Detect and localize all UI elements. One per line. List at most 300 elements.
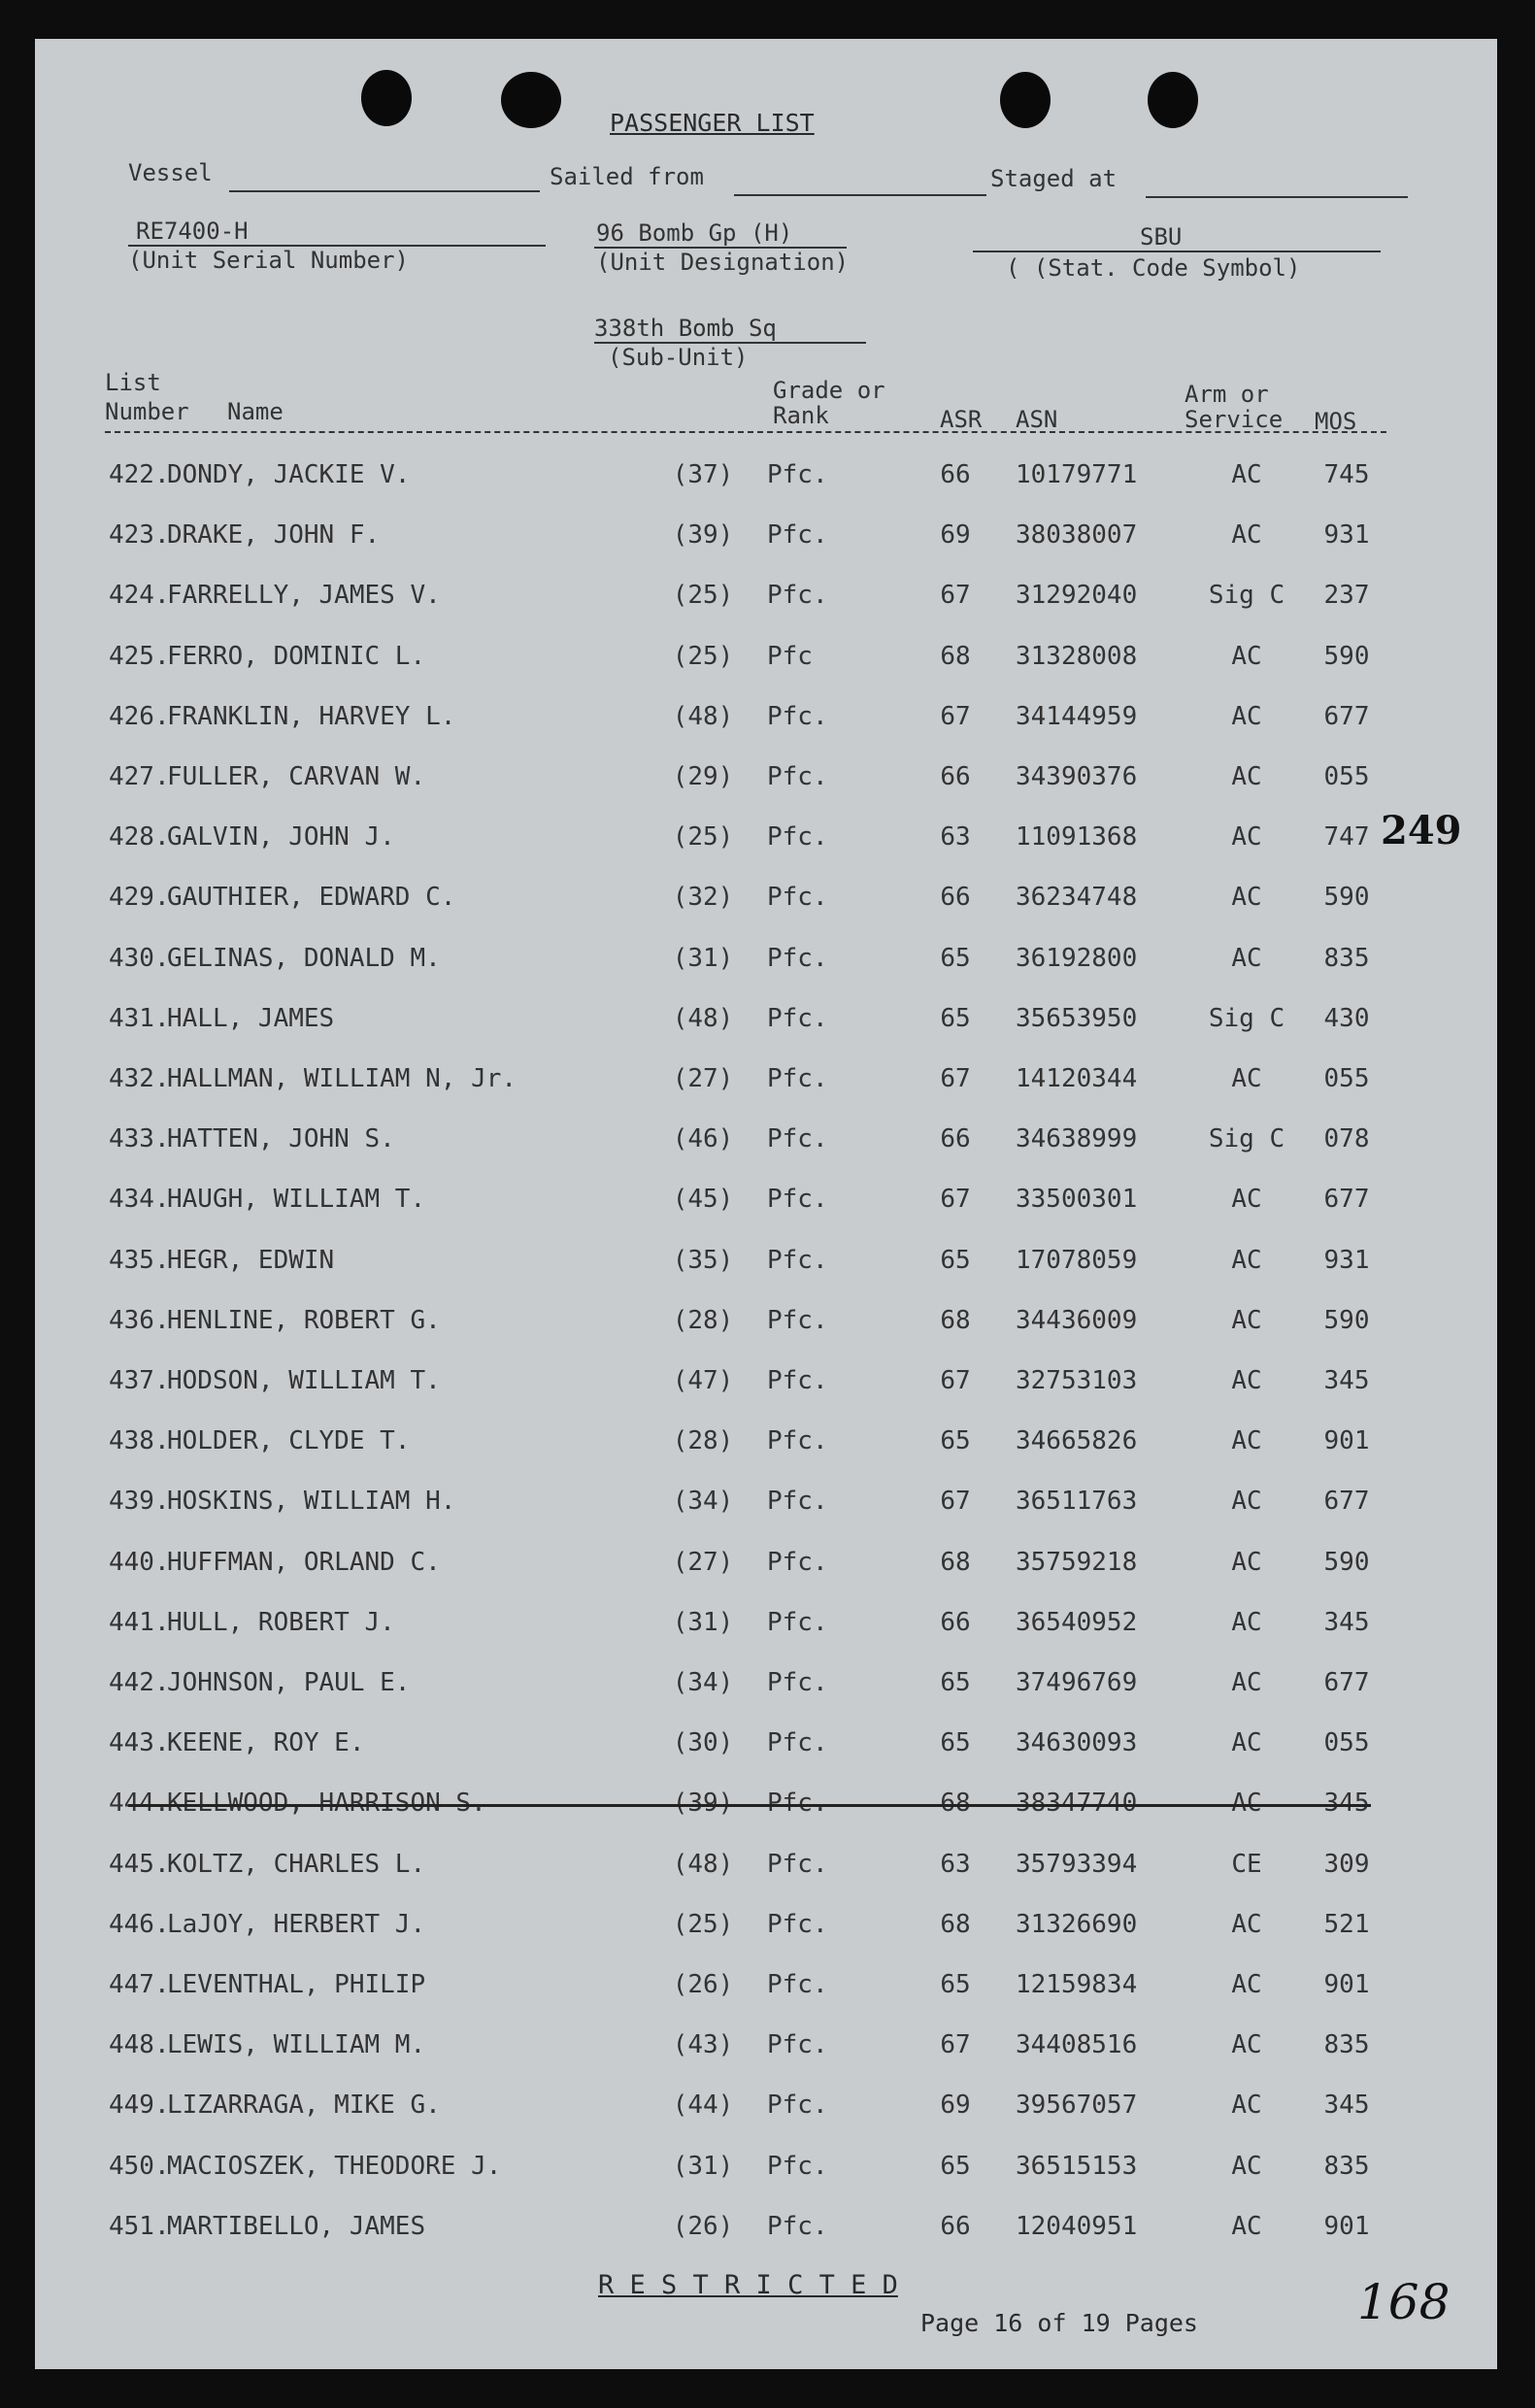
- passenger-name: MARTIBELLO, JAMES: [167, 2211, 426, 2241]
- asr-value: 66: [940, 883, 971, 913]
- asn-value: 31328008: [1016, 641, 1138, 671]
- age-value: (29): [672, 762, 734, 791]
- punch-hole: [501, 72, 561, 128]
- asn-value: 35793394: [1016, 1849, 1138, 1879]
- asr-value: 68: [940, 1789, 971, 1819]
- arm-service-value: AC: [1231, 1245, 1262, 1275]
- arm-service-value: AC: [1231, 1909, 1262, 1939]
- rank-value: Pfc.: [767, 460, 828, 489]
- asn-value: 34436009: [1016, 1305, 1138, 1335]
- table-row: [35, 2090, 1497, 2129]
- age-value: (28): [672, 1305, 734, 1335]
- rank-value: Pfc.: [767, 1547, 828, 1577]
- passenger-name: HEGR, EDWIN: [167, 1245, 335, 1275]
- asr-value: 66: [940, 1607, 971, 1637]
- list-number: 432.: [109, 1064, 170, 1093]
- passenger-name: DONDY, JACKIE V.: [167, 460, 411, 489]
- asn-value: 34408516: [1016, 2030, 1138, 2060]
- age-value: (32): [672, 883, 734, 913]
- list-number: 436.: [109, 1305, 170, 1335]
- list-number: 433.: [109, 1124, 170, 1154]
- list-number: 422.: [109, 460, 170, 489]
- table-row: [35, 642, 1497, 681]
- list-number: 425.: [109, 641, 170, 671]
- rank-value: Pfc.: [767, 1970, 828, 1999]
- arm-service-value: AC: [1231, 822, 1262, 853]
- arm-service-value: AC: [1231, 1426, 1262, 1456]
- age-value: (34): [672, 1668, 734, 1697]
- table-row: [35, 762, 1497, 801]
- table-row: [35, 1426, 1497, 1465]
- asn-value: 36511763: [1016, 1487, 1138, 1517]
- asn-value: 11091368: [1016, 822, 1138, 853]
- asn-value: 38038007: [1016, 520, 1138, 551]
- passenger-name: GAUTHIER, EDWARD C.: [167, 883, 456, 913]
- arm-service-value: AC: [1231, 2090, 1262, 2121]
- list-number: 426.: [109, 701, 170, 731]
- punch-hole: [1000, 72, 1051, 128]
- mos-value: 345: [1323, 1789, 1370, 1819]
- asr-value: 65: [940, 1426, 971, 1456]
- passenger-name: HODSON, WILLIAM T.: [167, 1366, 441, 1395]
- age-value: (37): [672, 460, 734, 489]
- mos-value: 345: [1323, 1366, 1370, 1395]
- asn-value: 34665826: [1016, 1426, 1138, 1456]
- sailed-from-blank: [734, 194, 986, 196]
- passenger-name: LEWIS, WILLIAM M.: [167, 2030, 426, 2060]
- age-value: (34): [672, 1487, 734, 1517]
- mos-value: 078: [1323, 1124, 1370, 1154]
- list-number: 450.: [109, 2151, 170, 2181]
- asn-value: 36540952: [1016, 1607, 1138, 1637]
- asn-value: 34390376: [1016, 762, 1138, 791]
- arm-service-value: AC: [1231, 1547, 1262, 1577]
- staged-at-blank: [1146, 196, 1408, 198]
- asr-value: 67: [940, 1366, 971, 1395]
- age-value: (45): [672, 1185, 734, 1215]
- arm-service-value: AC: [1231, 1366, 1262, 1395]
- mos-value: 590: [1323, 883, 1370, 913]
- col-arm-1: Arm or: [1185, 381, 1269, 408]
- age-value: (28): [672, 1426, 734, 1456]
- passenger-name: KOLTZ, CHARLES L.: [167, 1849, 426, 1879]
- list-number: 429.: [109, 883, 170, 913]
- age-value: (43): [672, 2030, 734, 2060]
- asr-value: 65: [940, 1728, 971, 1758]
- asn-value: 38347740: [1016, 1789, 1138, 1819]
- asn-value: 12040951: [1016, 2211, 1138, 2241]
- list-number: 439.: [109, 1487, 170, 1517]
- list-number: 431.: [109, 1003, 170, 1033]
- arm-service-value: Sig C: [1208, 1003, 1285, 1033]
- passenger-name: FERRO, DOMINIC L.: [167, 641, 426, 671]
- rank-value: Pfc.: [767, 1789, 828, 1819]
- asr-value: 66: [940, 460, 971, 489]
- asr-value: 67: [940, 1064, 971, 1093]
- passenger-name: HENLINE, ROBERT G.: [167, 1305, 441, 1335]
- rank-value: Pfc.: [767, 883, 828, 913]
- age-value: (39): [672, 1789, 734, 1819]
- asr-value: 65: [940, 1003, 971, 1033]
- asr-value: 69: [940, 2090, 971, 2121]
- restricted-stamp: R E S T R I C T E D: [598, 2270, 898, 2300]
- mos-value: 590: [1323, 1305, 1370, 1335]
- mos-value: 055: [1323, 762, 1370, 791]
- asr-value: 67: [940, 1185, 971, 1215]
- asr-value: 69: [940, 520, 971, 551]
- table-row: [35, 1728, 1497, 1767]
- table-row: [35, 883, 1497, 921]
- rank-value: Pfc.: [767, 1607, 828, 1637]
- passenger-name: DRAKE, JOHN F.: [167, 520, 381, 551]
- asr-value: 66: [940, 2211, 971, 2241]
- asn-value: 39567057: [1016, 2090, 1138, 2121]
- mos-value: 835: [1323, 943, 1370, 973]
- passenger-name: HOSKINS, WILLIAM H.: [167, 1487, 456, 1517]
- asr-value: 63: [940, 1849, 971, 1879]
- table-row: [35, 520, 1497, 559]
- asr-value: 65: [940, 1970, 971, 1999]
- col-list-number-1: List: [105, 369, 161, 396]
- rank-value: Pfc.: [767, 1366, 828, 1395]
- mos-value: 590: [1323, 1547, 1370, 1577]
- mos-value: 835: [1323, 2030, 1370, 2060]
- asn-value: 32753103: [1016, 1366, 1138, 1395]
- rank-value: Pfc.: [767, 581, 828, 611]
- passenger-name: FULLER, CARVAN W.: [167, 762, 426, 791]
- asn-value: 31292040: [1016, 581, 1138, 611]
- passenger-name: HALLMAN, WILLIAM N, Jr.: [167, 1064, 517, 1093]
- mos-value: 835: [1323, 2151, 1370, 2181]
- passenger-name: HAUGH, WILLIAM T.: [167, 1185, 426, 1215]
- arm-service-value: AC: [1231, 701, 1262, 731]
- arm-service-value: AC: [1231, 1607, 1262, 1637]
- header-rule: [105, 431, 1386, 433]
- table-row: [35, 1608, 1497, 1647]
- asr-value: 67: [940, 581, 971, 611]
- arm-service-value: AC: [1231, 943, 1262, 973]
- list-number: 442.: [109, 1668, 170, 1697]
- asr-value: 68: [940, 1547, 971, 1577]
- rank-value: Pfc.: [767, 1185, 828, 1215]
- age-value: (25): [672, 641, 734, 671]
- table-row: [35, 702, 1497, 741]
- rank-value: Pfc.: [767, 2151, 828, 2181]
- asr-value: 65: [940, 2151, 971, 2181]
- list-number: 427.: [109, 762, 170, 791]
- arm-service-value: AC: [1231, 1789, 1262, 1819]
- arm-service-value: AC: [1231, 641, 1262, 671]
- list-number: 437.: [109, 1366, 170, 1395]
- arm-service-value: AC: [1231, 2030, 1262, 2060]
- asr-value: 65: [940, 943, 971, 973]
- asn-value: 33500301: [1016, 1185, 1138, 1215]
- page-title: PASSENGER LIST: [610, 109, 815, 137]
- passenger-name: KEENE, ROY E.: [167, 1728, 365, 1758]
- rank-value: Pfc.: [767, 1728, 828, 1758]
- list-number: 424.: [109, 581, 170, 611]
- age-value: (48): [672, 701, 734, 731]
- asn-value: 14120344: [1016, 1064, 1138, 1093]
- col-asr: ASR: [940, 406, 983, 433]
- sub-unit-caption: (Sub-Unit): [608, 344, 749, 371]
- age-value: (35): [672, 1245, 734, 1275]
- asr-value: 68: [940, 641, 971, 671]
- rank-value: Pfc.: [767, 1003, 828, 1033]
- list-number: 447.: [109, 1970, 170, 1999]
- list-number: 443.: [109, 1728, 170, 1758]
- asn-value: 34630093: [1016, 1728, 1138, 1758]
- passenger-name: HOLDER, CLYDE T.: [167, 1426, 411, 1456]
- age-value: (27): [672, 1064, 734, 1093]
- rank-value: Pfc.: [767, 1668, 828, 1697]
- asn-value: 34144959: [1016, 701, 1138, 731]
- list-number: 449.: [109, 2090, 170, 2121]
- age-value: (48): [672, 1003, 734, 1033]
- asr-value: 65: [940, 1668, 971, 1697]
- asn-value: 35653950: [1016, 1003, 1138, 1033]
- rank-value: Pfc.: [767, 1849, 828, 1879]
- rank-value: Pfc.: [767, 1124, 828, 1154]
- staged-at-label: Staged at: [990, 165, 1118, 192]
- rank-value: Pfc.: [767, 520, 828, 551]
- list-number: 444.: [109, 1789, 170, 1819]
- age-value: (26): [672, 1970, 734, 1999]
- list-number: 440.: [109, 1547, 170, 1577]
- asr-value: 66: [940, 762, 971, 791]
- asn-value: 10179771: [1016, 460, 1138, 489]
- asr-value: 66: [940, 1124, 971, 1154]
- rank-value: Pfc.: [767, 762, 828, 791]
- vessel-label: Vessel: [128, 159, 213, 186]
- arm-service-value: AC: [1231, 2211, 1262, 2241]
- passenger-name: LaJOY, HERBERT J.: [167, 1909, 426, 1939]
- table-row: [35, 822, 1497, 861]
- rank-value: Pfc.: [767, 1426, 828, 1456]
- asr-value: 63: [940, 822, 971, 853]
- col-list-number-2: Number: [105, 398, 189, 425]
- rank-value: Pfc.: [767, 943, 828, 973]
- table-row: [35, 460, 1497, 499]
- mos-value: 677: [1323, 1668, 1370, 1697]
- passenger-name: KELLWOOD, HARRISON S.: [167, 1789, 486, 1819]
- passenger-name: FRANKLIN, HARVEY L.: [167, 701, 456, 731]
- age-value: (25): [672, 822, 734, 853]
- mos-value: 309: [1323, 1849, 1370, 1879]
- sailed-from-label: Sailed from: [550, 163, 704, 190]
- arm-service-value: AC: [1231, 460, 1262, 489]
- rank-value: Pfc.: [767, 701, 828, 731]
- table-row: [35, 2030, 1497, 2069]
- age-value: (48): [672, 1849, 734, 1879]
- table-row: [35, 1306, 1497, 1345]
- table-row: [35, 944, 1497, 983]
- unit-serial-value: RE7400-H: [136, 217, 249, 245]
- passenger-name: GALVIN, JOHN J.: [167, 822, 395, 853]
- table-row: [35, 1910, 1497, 1949]
- mos-value: 931: [1323, 520, 1370, 551]
- age-value: (31): [672, 1607, 734, 1637]
- mos-value: 237: [1323, 581, 1370, 611]
- punch-hole: [361, 70, 412, 126]
- age-value: (31): [672, 943, 734, 973]
- arm-service-value: AC: [1231, 1728, 1262, 1758]
- asr-value: 67: [940, 1487, 971, 1517]
- list-number: 435.: [109, 1245, 170, 1275]
- mos-value: 677: [1323, 1487, 1370, 1517]
- asr-value: 68: [940, 1305, 971, 1335]
- rank-value: Pfc.: [767, 2030, 828, 2060]
- passenger-name: GELINAS, DONALD M.: [167, 943, 441, 973]
- asn-value: 12159834: [1016, 1970, 1138, 1999]
- col-asn: ASN: [1016, 406, 1058, 433]
- asr-value: 68: [940, 1909, 971, 1939]
- passenger-name: FARRELLY, JAMES V.: [167, 581, 441, 611]
- vessel-blank: [229, 190, 540, 192]
- table-row: [35, 1850, 1497, 1889]
- unit-designation-caption: (Unit Designation): [596, 249, 850, 276]
- list-number: 451.: [109, 2211, 170, 2241]
- age-value: (26): [672, 2211, 734, 2241]
- passenger-name: LIZARRAGA, MIKE G.: [167, 2090, 441, 2121]
- list-number: 446.: [109, 1909, 170, 1939]
- arm-service-value: AC: [1231, 1668, 1262, 1697]
- rank-value: Pfc.: [767, 1064, 828, 1093]
- asn-value: 31326690: [1016, 1909, 1138, 1939]
- table-row: [35, 1970, 1497, 2009]
- age-value: (31): [672, 2151, 734, 2181]
- list-number: 423.: [109, 520, 170, 551]
- age-value: (44): [672, 2090, 734, 2121]
- passenger-name: JOHNSON, PAUL E.: [167, 1668, 411, 1697]
- list-number: 445.: [109, 1849, 170, 1879]
- mos-value: 745: [1323, 460, 1370, 489]
- mos-value: 901: [1323, 1970, 1370, 1999]
- table-row: [35, 2212, 1497, 2251]
- mos-value: 677: [1323, 701, 1370, 731]
- table-row: [35, 1487, 1497, 1525]
- age-value: (39): [672, 520, 734, 551]
- table-row: [35, 2152, 1497, 2191]
- mos-value: 055: [1323, 1728, 1370, 1758]
- age-value: (46): [672, 1124, 734, 1154]
- mos-value: 901: [1323, 1426, 1370, 1456]
- arm-service-value: AC: [1231, 1487, 1262, 1517]
- asn-value: 36234748: [1016, 883, 1138, 913]
- punch-hole: [1148, 72, 1198, 128]
- rank-value: Pfc.: [767, 1909, 828, 1939]
- rank-value: Pfc.: [767, 822, 828, 853]
- table-row-struck: [35, 1789, 1497, 1827]
- mos-value: 055: [1323, 1064, 1370, 1093]
- passenger-name: HULL, ROBERT J.: [167, 1607, 395, 1637]
- table-row: [35, 1004, 1497, 1043]
- table-row: [35, 1668, 1497, 1707]
- rank-value: Pfc: [767, 641, 813, 671]
- table-row: [35, 1185, 1497, 1223]
- arm-service-value: AC: [1231, 520, 1262, 551]
- table-row: [35, 1064, 1497, 1103]
- age-value: (47): [672, 1366, 734, 1395]
- table-row: [35, 1366, 1497, 1405]
- table-row: [35, 1246, 1497, 1285]
- arm-service-value: AC: [1231, 1185, 1262, 1215]
- sub-unit-value: 338th Bomb Sq: [594, 315, 777, 342]
- station-code-caption: ( (Stat. Code Symbol): [1006, 254, 1301, 282]
- col-name: Name: [227, 398, 284, 425]
- list-number: 438.: [109, 1426, 170, 1456]
- list-number: 428.: [109, 822, 170, 853]
- rank-value: Pfc.: [767, 1245, 828, 1275]
- age-value: (25): [672, 581, 734, 611]
- rank-value: Pfc.: [767, 1487, 828, 1517]
- mos-value: 901: [1323, 2211, 1370, 2241]
- passenger-name: HUFFMAN, ORLAND C.: [167, 1547, 441, 1577]
- list-number: 441.: [109, 1607, 170, 1637]
- arm-service-value: AC: [1231, 1064, 1262, 1093]
- arm-service-value: Sig C: [1208, 581, 1285, 611]
- arm-service-value: Sig C: [1208, 1124, 1285, 1154]
- rank-value: Pfc.: [767, 1305, 828, 1335]
- list-number: 448.: [109, 2030, 170, 2060]
- list-number: 430.: [109, 943, 170, 973]
- mos-value: 345: [1323, 2090, 1370, 2121]
- list-number: 434.: [109, 1185, 170, 1215]
- table-row: [35, 581, 1497, 619]
- table-row: [35, 1548, 1497, 1587]
- asn-value: 17078059: [1016, 1245, 1138, 1275]
- mos-value: 677: [1323, 1185, 1370, 1215]
- arm-service-value: AC: [1231, 762, 1262, 791]
- asn-value: 35759218: [1016, 1547, 1138, 1577]
- passenger-name: LEVENTHAL, PHILIP: [167, 1970, 426, 1999]
- col-grade-1: Grade or: [773, 377, 885, 404]
- handwritten-168: 168: [1357, 2274, 1451, 2330]
- unit-serial-caption: (Unit Serial Number): [128, 247, 409, 274]
- mos-value: 521: [1323, 1909, 1370, 1939]
- arm-service-value: AC: [1231, 2151, 1262, 2181]
- arm-service-value: AC: [1231, 1970, 1262, 1999]
- handwritten-249: 249: [1381, 808, 1462, 853]
- asr-value: 65: [940, 1245, 971, 1275]
- asr-value: 67: [940, 2030, 971, 2060]
- age-value: (30): [672, 1728, 734, 1758]
- asn-value: 37496769: [1016, 1668, 1138, 1697]
- station-code-line: [973, 251, 1381, 252]
- mos-value: 931: [1323, 1245, 1370, 1275]
- document-page: [35, 39, 1497, 2369]
- col-mos: MOS: [1315, 408, 1357, 435]
- table-row: [35, 1124, 1497, 1163]
- mos-value: 590: [1323, 641, 1370, 671]
- unit-designation-value: 96 Bomb Gp (H): [596, 219, 793, 247]
- station-code-value: SBU: [1140, 223, 1183, 251]
- arm-service-value: AC: [1231, 883, 1262, 913]
- col-arm-2: Service: [1185, 406, 1284, 433]
- mos-value: 345: [1323, 1607, 1370, 1637]
- passenger-name: HALL, JAMES: [167, 1003, 335, 1033]
- rank-value: Pfc.: [767, 2211, 828, 2241]
- age-value: (27): [672, 1547, 734, 1577]
- arm-service-value: AC: [1231, 1305, 1262, 1335]
- asn-value: 36192800: [1016, 943, 1138, 973]
- age-value: (25): [672, 1909, 734, 1939]
- passenger-name: MACIOSZEK, THEODORE J.: [167, 2151, 502, 2181]
- asn-value: 36515153: [1016, 2151, 1138, 2181]
- col-grade-2: Rank: [773, 402, 829, 429]
- asr-value: 67: [940, 701, 971, 731]
- asn-value: 34638999: [1016, 1124, 1138, 1154]
